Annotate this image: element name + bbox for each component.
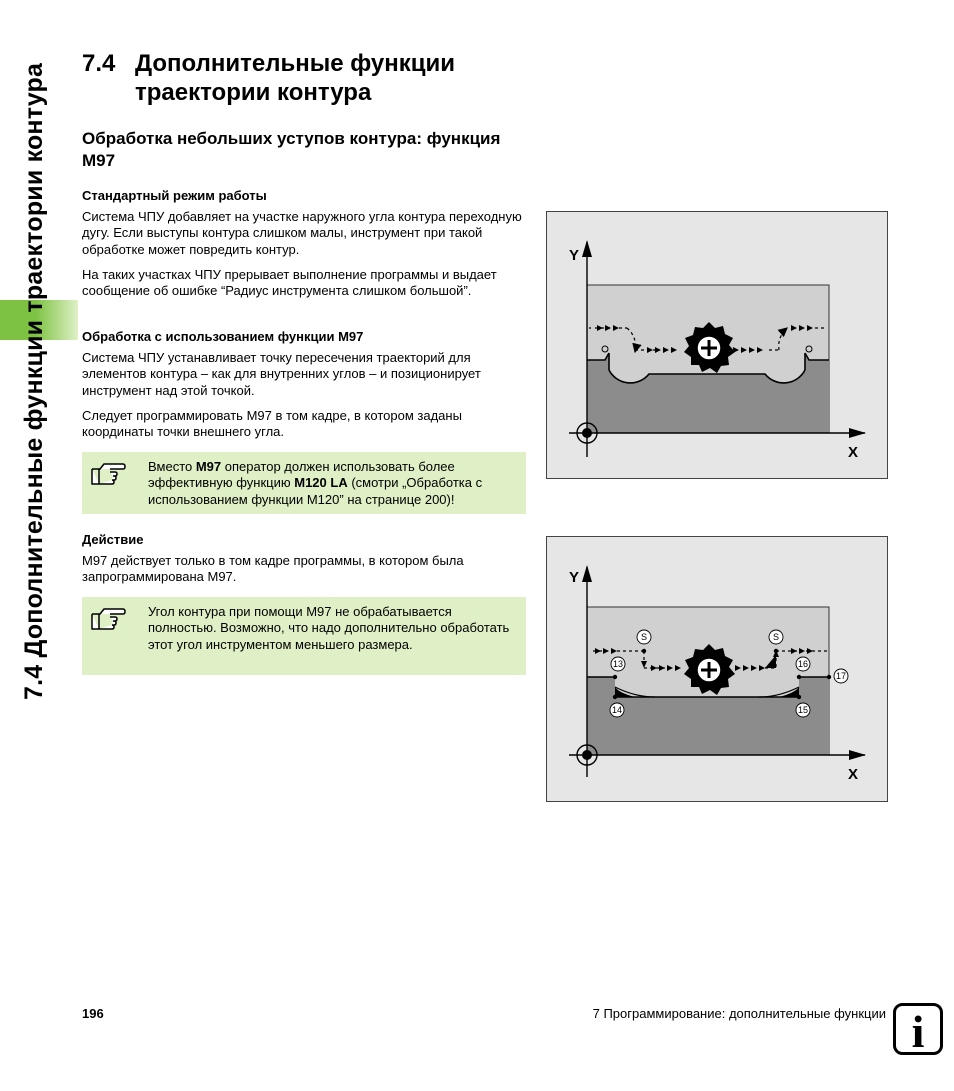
point-label-13: 13 bbox=[612, 659, 624, 669]
action-heading: Действие bbox=[82, 532, 144, 547]
point-label-15: 15 bbox=[797, 705, 809, 715]
section-number: 7.4 bbox=[82, 50, 116, 77]
page-number: 196 bbox=[82, 1006, 104, 1021]
m97-paragraph-2: Следует программировать M97 в том кадре, в котором заданы координаты точки внешнего угла. bbox=[82, 408, 462, 440]
point-label-16: 16 bbox=[797, 659, 809, 669]
subsection-title: Обработка небольших уступов контура: функция M97 bbox=[82, 129, 501, 170]
x-axis-label: X bbox=[848, 766, 859, 783]
action-paragraph: M97 действует только в том кадре программы, в котором была запрограммирована M97. bbox=[82, 553, 464, 585]
note-text-corner: Угол контура при помощи M97 не обрабатывается полностью. Возможно, что надо дополнительно обработать этот угол инструментом меньшего размера. bbox=[148, 604, 510, 652]
start-point-label-left: S bbox=[640, 632, 648, 642]
figure-m97-mode bbox=[546, 536, 888, 802]
standard-mode-paragraph-1: Система ЧПУ добавляет на участке наружного угла контура переходную дугу. Если выступы контура слишком малы, инструмент при такой обработке может повредить контур. bbox=[82, 209, 522, 257]
side-chapter-title: 7.4 Дополнительные функции траектории контура bbox=[20, 62, 48, 700]
m97-paragraph-1: Система ЧПУ устанавливает точку пересечения траекторий для элементов контура – как для внутренних углов – и позиционирует инструмент над этой точкой. bbox=[82, 350, 481, 398]
note-text-m120: Вместо M97 оператор должен использовать более эффективную функцию M120 LA (смотри „Обработка с использованием функции M120” на странице 200)! bbox=[148, 459, 483, 507]
section-title: Дополнительные функции траектории контура bbox=[135, 50, 456, 106]
info-glyph: i bbox=[911, 1006, 925, 1055]
m97-heading: Обработка с использованием функции M97 bbox=[82, 329, 364, 344]
figure-standard-mode bbox=[546, 211, 888, 479]
pointing-hand-icon bbox=[90, 605, 126, 633]
start-point-label-right: S bbox=[772, 632, 780, 642]
footer-chapter: 7 Программирование: дополнительные функции bbox=[592, 1006, 886, 1021]
figure-standard-mode-drawing bbox=[547, 212, 887, 478]
figure-m97-mode-drawing bbox=[547, 537, 887, 801]
standard-mode-paragraph-2: На таких участках ЧПУ прерывает выполнение программы и выдает сообщение об ошибке “Радиус инструмента слишком большой”. bbox=[82, 267, 497, 299]
note-box-corner bbox=[82, 597, 526, 675]
y-axis-label: Y bbox=[569, 247, 580, 264]
note-box-m120 bbox=[82, 452, 526, 514]
x-axis-label: X bbox=[848, 444, 859, 461]
info-icon bbox=[893, 1003, 943, 1055]
point-label-17: 17 bbox=[835, 671, 847, 681]
y-axis-label: Y bbox=[569, 569, 580, 586]
standard-mode-heading: Стандартный режим работы bbox=[82, 188, 267, 203]
point-label-14: 14 bbox=[611, 705, 623, 715]
pointing-hand-icon bbox=[90, 460, 126, 488]
